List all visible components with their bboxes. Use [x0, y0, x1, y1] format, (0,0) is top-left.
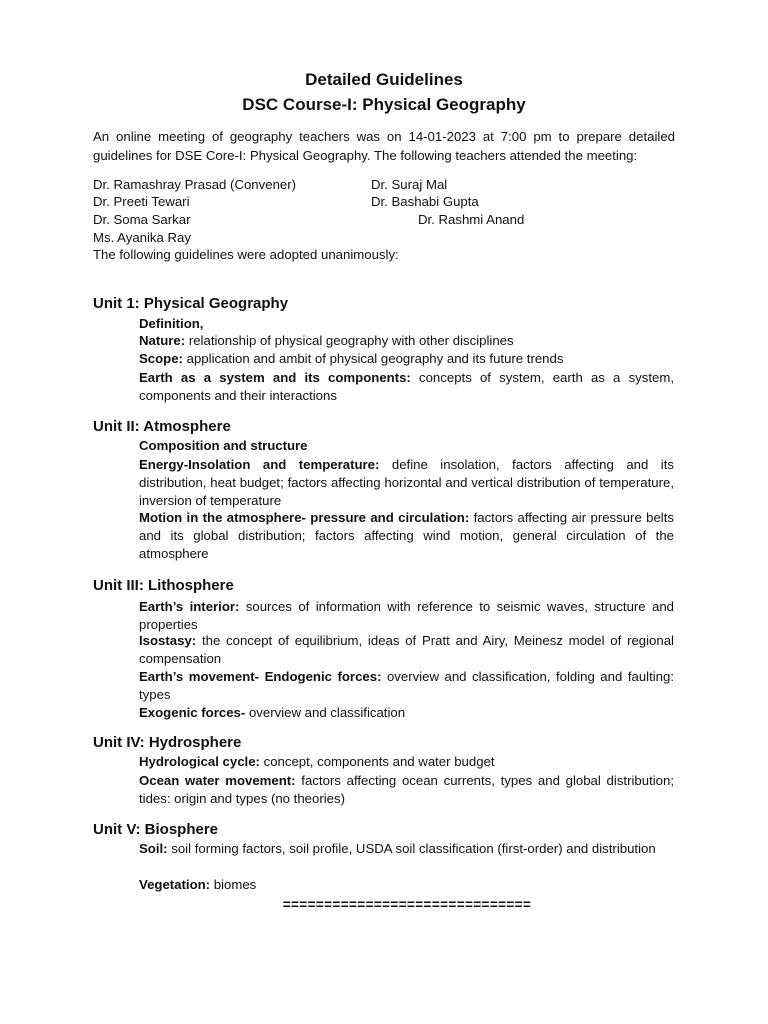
- topic-text: factors affecting ocean currents, types and global distribution; tides: origin and types (no theories): [139, 773, 674, 806]
- topic-text: soil forming factors, soil profile, USDA soil classification (first-order) and distribution: [167, 841, 656, 856]
- topic-text: relationship of physical geography with other disciplines: [185, 333, 514, 348]
- unit-heading: Unit 1: Physical Geography: [93, 295, 289, 312]
- unit-heading: Unit V: Biosphere: [93, 821, 219, 838]
- topic-label: Soil:: [139, 841, 168, 856]
- topic-text: overview and classification: [245, 705, 406, 720]
- unit-heading: Unit IV: Hydrosphere: [93, 734, 242, 751]
- attendee-name: Ms. Ayanika Ray: [93, 230, 191, 245]
- end-separator: ==============================: [282, 897, 532, 912]
- topic-item: [139, 632, 674, 668]
- topic-item: [139, 668, 674, 704]
- topic-item: [139, 332, 674, 350]
- topic-item: [139, 509, 674, 563]
- unit-heading: Unit II: Atmosphere: [93, 418, 231, 435]
- topic-item: [139, 753, 674, 771]
- topic-item: [139, 369, 674, 405]
- topic-label: Earth’s interior:: [139, 599, 240, 614]
- attendee-name: Dr. Ramashray Prasad (Convener): [93, 177, 297, 192]
- attendee-name: Dr. Preeti Tewari: [93, 194, 190, 209]
- topic-label: Isostasy:: [139, 633, 197, 648]
- topic-text: define insolation, factors affecting and its distribution, heat budget; factors affecting horizontal and vertical distribution of temperature, inversion of temperature: [139, 457, 674, 508]
- topic-text: the concept of equilibrium, ideas of Pratt and Airy, Meinesz model of regional compensation: [139, 633, 674, 666]
- course-title: DSC Course-I: Physical Geography: [242, 95, 526, 114]
- topic-label: Vegetation:: [139, 877, 211, 892]
- topic-label: Earth as a system and its components:: [139, 370, 411, 385]
- topic-label: Exogenic forces-: [139, 705, 246, 720]
- topic-label: Earth’s movement- Endogenic forces:: [139, 669, 382, 684]
- topic-label: Composition and structure: [139, 438, 308, 453]
- topic-item: [139, 350, 674, 368]
- topic-label: Motion in the atmosphere- pressure and circulation:: [139, 510, 470, 525]
- intro-paragraph: An online meeting of geography teachers was on 14-01-2023 at 7:00 pm to prepare detailed guidelines for DSE Core-I: Physical Geography. The following teachers attended the meeting:: [93, 129, 675, 163]
- topic-text: overview and classification, folding and faulting: types: [139, 669, 675, 702]
- attendee-name: Dr. Rashmi Anand: [418, 212, 525, 227]
- topic-item: [139, 772, 674, 808]
- topic-text: factors affecting air pressure belts and its global distribution; factors affecting wind motion, general circulation of the atmosphere: [139, 510, 674, 561]
- topic-label: Ocean water movement:: [139, 773, 296, 788]
- adopted-statement: The following guidelines were adopted unanimously:: [93, 247, 399, 262]
- topic-label: Definition,: [139, 316, 204, 331]
- document-title: Detailed Guidelines: [305, 70, 463, 89]
- topic-text: sources of information with reference to seismic waves, structure and properties: [139, 599, 674, 632]
- topic-label: Nature:: [139, 333, 186, 348]
- topic-item: [139, 704, 674, 722]
- topic-text: application and ambit of physical geography and its future trends: [182, 351, 564, 366]
- topic-item: [139, 598, 674, 634]
- topic-item: [139, 876, 674, 894]
- unit-heading: Unit III: Lithosphere: [93, 577, 234, 594]
- topic-label: Scope:: [139, 351, 183, 366]
- topic-item: [139, 840, 674, 858]
- topic-text: concepts of system, earth as a system, components and their interactions: [139, 370, 674, 403]
- topic-item: [139, 456, 674, 510]
- attendee-name: Dr. Suraj Mal: [371, 177, 448, 192]
- topic-label: Hydrological cycle:: [139, 754, 260, 769]
- attendee-name: Dr. Soma Sarkar: [93, 212, 191, 227]
- topic-label: Energy-Insolation and temperature:: [139, 457, 380, 472]
- topic-text: concept, components and water budget: [259, 754, 495, 769]
- attendee-name: Dr. Bashabi Gupta: [371, 194, 479, 209]
- topic-text: biomes: [210, 877, 257, 892]
